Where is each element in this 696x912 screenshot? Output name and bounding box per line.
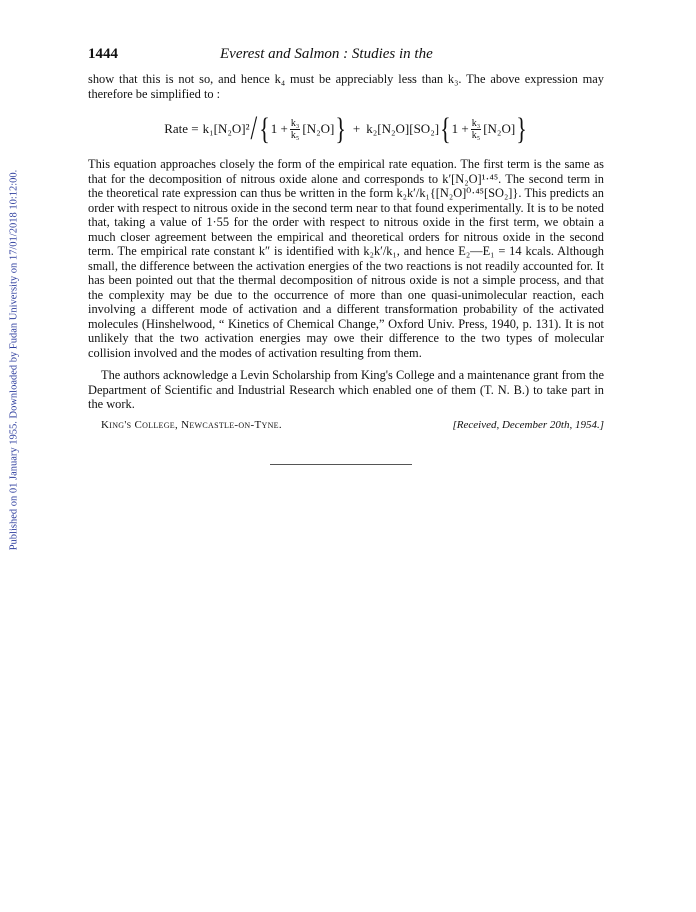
eq-n2o-2: [N₂O]	[483, 120, 516, 136]
download-note: Published on 01 January 1955. Downloaded by Fudan University on 17/01/2018 10:12:00.	[8, 169, 20, 551]
eq-fraction-k3-k5-2	[471, 118, 482, 141]
eq-k3-2: k₃	[471, 117, 481, 129]
eq-plus: +	[352, 120, 361, 136]
received-date: [Received, December 20th, 1954.]	[452, 418, 604, 431]
eq-division-slash: /	[250, 110, 258, 147]
eq-close-brace: }	[335, 110, 346, 146]
paragraph-discussion: This equation approaches closely the form of the empirical rate equation. The first term is the same as that for the decomposition of nitrous oxide alone and corresponds to k′[N₂O]¹·⁴⁵. The second term in the theoretical rate expression can thus be written in the form k₂k′/k₁{[N₂O]⁰·⁴⁵[SO₂]}. This predicts an order with respect to nitrous oxide in the second term near to that found experimentally. It is to be noted that, taking a value of 1·55 for the order with respect to nitrous oxide in the first term, we obtain a much closer agreement between the empirical and theoretical orders for nitrous oxide in the second term. The empirical rate constant k″ is identified with k₂k′/k₁, and hence E₂—E₁ = 14 kcals. Although small, the difference between the activation energies of the two reactions is not readily accounted for. It has been pointed out that the thermal decomposition of nitrous oxide is not a simple process, and that the complexity may be due to the occurrence of more than one quasi-unimolecular reaction, each involving a different mode of activation and a different transformation probability of the activated molecules (Hinshelwood, “ Kinetics of Chemical Change,” Oxford Univ. Press, 1940, p. 131). It is not unlikely that the two activation energies may owe their difference to the two types of molecular collision involved and the modes of activation resulting from them.	[88, 157, 604, 360]
eq-k5: k₅	[290, 129, 300, 141]
page-number: 1444	[88, 46, 118, 62]
download-watermark	[3, 140, 25, 580]
eq-term1: k₁[N₂O]²	[202, 120, 250, 136]
page-header	[88, 46, 604, 66]
rate-equation	[88, 109, 604, 149]
paragraph-acknowledgement: The authors acknowledge a Levin Scholarship from King's College and a maintenance grant from the Department of Scientific and Industrial Research which enabled one of them (T. N. B.) to take part in the work.	[88, 368, 604, 411]
article-body	[88, 72, 604, 432]
end-rule	[270, 464, 412, 465]
eq-n2o: [N₂O]	[302, 120, 335, 136]
paragraph-intro: show that this is not so, and hence k₄ must be appreciably less than k₃. The above expression may therefore be simplified to :	[88, 72, 604, 101]
eq-k3: k₃	[290, 117, 300, 129]
eq-lhs: Rate =	[164, 120, 199, 136]
eq-open-brace: {	[259, 110, 270, 146]
eq-fraction-k3-k5	[290, 118, 301, 141]
eq-open-brace-2: {	[440, 110, 451, 146]
eq-k5-2: k₅	[471, 129, 481, 141]
eq-term2: k₂[N₂O][SO₂]	[366, 120, 440, 136]
affiliation: King's College, Newcastle-on-Tyne.	[101, 418, 282, 431]
eq-one-plus: 1 +	[270, 120, 288, 136]
eq-close-brace-2: }	[516, 110, 527, 146]
signature-line	[88, 418, 604, 433]
eq-one-plus-2: 1 +	[451, 120, 469, 136]
running-title: Everest and Salmon : Studies in the	[220, 46, 433, 62]
